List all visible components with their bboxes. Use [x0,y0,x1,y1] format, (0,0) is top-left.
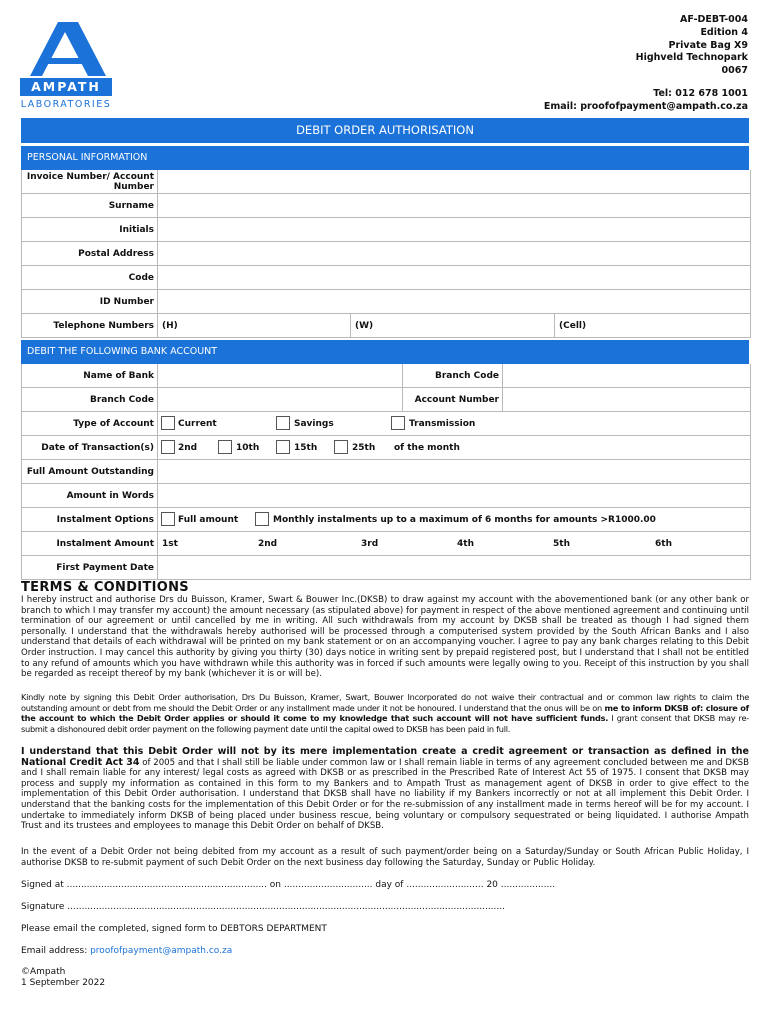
account-type-row [22,412,750,436]
email-address-line [21,946,749,957]
date-2nd-checkbox[interactable] [161,440,175,454]
instalment-4th: 4th [457,538,474,549]
surname-label: Surname [108,200,154,211]
date-10th-option: 10th [236,442,260,453]
first-payment-label: First Payment Date [56,562,154,573]
phone-work-label: (W) [355,320,374,331]
invoice-label: Invoice Number/ Account Number [26,171,154,192]
telephone: Tel: 012 678 1001 [653,87,748,99]
document-date: 1 September 2022 [21,978,106,988]
terms-paragraph-2 [21,692,749,734]
transmission-checkbox[interactable] [391,416,405,430]
terms-paragraph-2a: Kindly note by signing this Debit Order authorisation, Drs Du Buisson, Kramer, Swart, Bouwer Incorporated do not waive their contractual and or common law rights to claim the outstanding amount or debt from me should the Debit Order or any installment made under it not be honoured. I understand that the onus will be on [21,692,749,713]
form-title: DEBIT ORDER AUTHORISATION [21,118,749,143]
transaction-date-label: Date of Transaction(s) [41,442,154,453]
terms-paragraph-3 [21,747,749,832]
instalment-amount-row[interactable] [22,532,750,556]
instalment-3rd: 3rd [361,538,379,549]
email: Email: proofofpayment@ampath.co.za [543,100,748,112]
amount-words-row[interactable] [22,484,750,508]
date-2nd-option: 2nd [178,442,198,453]
postal-row[interactable] [22,242,750,266]
instalment-2nd: 2nd [258,538,278,549]
address-line: Edition 4 [700,26,748,38]
logo-wordmark: AMPATH [20,78,112,96]
of-the-month-text: of the month [394,442,460,453]
phone-cell-label: (Cell) [559,320,587,331]
transmission-option: Transmission [409,418,476,429]
account-type-label: Type of Account [73,418,154,429]
instalment-options-label: Instalment Options [56,514,154,525]
phone-label: Telephone Numbers [53,320,154,331]
instalment-5th: 5th [553,538,570,549]
savings-checkbox[interactable] [276,416,290,430]
id-row[interactable] [22,290,750,314]
current-option: Current [178,418,217,429]
copyright: ©Ampath [21,967,66,977]
address-line: 0067 [721,65,748,77]
monthly-instalments-checkbox[interactable] [255,512,269,526]
terms-paragraph-3-bold: I understand that this Debit Order will not by its mere implementation create a credit agreement or transaction as defined in the National Credit Act 34 [21,746,749,768]
savings-option: Savings [294,418,334,429]
date-15th-option: 15th [294,442,318,453]
instalment-6th: 6th [655,538,672,549]
monthly-instalments-option: Monthly instalments up to a maximum of 6 months for amounts >R1000.00 [273,514,656,525]
company-address [544,14,748,114]
full-amount-label: Full Amount Outstanding [26,466,154,477]
id-label: ID Number [99,296,154,307]
initials-row[interactable] [22,218,750,242]
transaction-date-row [22,436,750,460]
personal-info-heading: PERSONAL INFORMATION [21,146,749,170]
date-25th-option: 25th [352,442,376,453]
instalment-amount-label: Instalment Amount [56,538,154,549]
current-checkbox[interactable] [161,416,175,430]
branch-code-label-right: Branch Code [435,370,499,381]
postal-label: Postal Address [78,248,154,259]
code-row[interactable] [22,266,750,290]
instalment-options-row [22,508,750,532]
full-amount-option: Full amount [178,514,239,525]
surname-row[interactable] [22,194,750,218]
invoice-row[interactable] [22,170,750,194]
ampath-logo [20,18,112,78]
date-10th-checkbox[interactable] [218,440,232,454]
address-line: Private Bag X9 [668,39,748,51]
date-15th-checkbox[interactable] [276,440,290,454]
email-address-label: Email address: [21,946,91,956]
bank-account-grid [21,364,751,580]
branch-code-row[interactable] [22,388,750,412]
terms-paragraph-2c: I grant consent that DKSB may re-submit a dishonoured debit order payment on the following payment date until the capital owed to DKSB has been paid in full. [21,713,749,734]
personal-info-grid [21,170,751,338]
bank-name-label: Name of Bank [83,370,154,381]
account-number-label: Account Number [414,394,499,405]
terms-paragraph-4: In the event of a Debit Order not being debited from my account as a result of such payment/order being on a Saturday/Sunday or South African Public Holiday, I authorise DKSB to re-submit payment of such Debit Order on the next business day following the Saturday, Sunday or Public Holiday. [21,847,749,868]
code-label: Code [128,272,154,283]
full-amount-row[interactable] [22,460,750,484]
signature-line[interactable]: Signature ......................................................................................................................................................... [21,902,505,912]
ampath-logo-mark-icon [20,18,112,78]
email-instruction: Please email the completed, signed form to DEBTORS DEPARTMENT [21,924,327,934]
phone-home-label: (H) [162,320,178,331]
date-25th-checkbox[interactable] [334,440,348,454]
full-amount-checkbox[interactable] [161,512,175,526]
bank-name-row[interactable] [22,364,750,388]
bank-account-heading: DEBIT THE FOLLOWING BANK ACCOUNT [21,340,749,364]
terms-paragraph-1: I hereby instruct and authorise Drs du Buisson, Kramer, Swart & Bouwer Inc.(DKSB) to draw against my account with the abovementioned bank (or any other bank or branch to which I may transfer my account) the amount necessary (as stipulated above) for payment in respect of the above mentioned agreement and continuing until termination of our agreement or until cancelled by me in writing. All such withdrawals from my account by DKSB shall be treated as though I had signed them personally. I understand that the withdrawals hereby authorised will be processed through a computerised system provided by the South African Banks and I also understand that details of each withdrawal will be printed on my bank statement or on an accompanying voucher. I agree to pay any bank charges relating to this Debit Order instruction. I may cancel this authority by giving you thirty (30) days notice in writing sent by prepaid registered post, but I understand that I shall not be entitled to any refund of amounts which you have withdrawn while this authority was in forced if such amounts were legally owing to you. Receipt of this instruction by you shall be regarded as receipt thereof by my bank (whichever it is or will be). [21,595,749,680]
signed-at-line[interactable]: Signed at ...................................................................... on ............................... day of ........................... 20 ................... [21,880,556,890]
email-address-link[interactable]: proofofpayment@ampath.co.za [90,946,233,956]
amount-words-label: Amount in Words [66,490,154,501]
first-payment-row[interactable] [22,556,750,580]
terms-heading: TERMS & CONDITIONS [21,580,189,595]
branch-code-label: Branch Code [90,394,154,405]
instalment-1st: 1st [162,538,178,549]
phone-row[interactable] [22,314,750,338]
logo-subtitle: LABORATORIES [20,99,112,110]
address-line: Highveld Technopark [635,52,748,64]
address-line: AF-DEBT-004 [680,14,748,25]
initials-label: Initials [119,224,154,235]
terms-paragraph-3-body: of 2005 and that I shall still be liable under common law or I shall remain liable in terms of any agreement concluded between me and DKSB and I shall remain liable for any interest/ legal costs as agreed with DKSB or as prescribed in the Prescribed Rate of Interest Act 55 of 1975. I consent that DKSB may process and supply my information as contained in this form to my Bankers and to Ampath Trust as management agent of DKSB in order to give effect to the implementation of this Debit Order authorisation. I understand that DKSB shall have no liability if my Bankers incorrectly or not at all implement this Debit Order. I understand that the banking costs for the implementation of this Debit Order or for the re-submission of any installment made in terms hereof will be for my account. I undertake to immediately inform DKSB of being placed under business rescue, being voluntary or compulsory sequestrated or being liquidated. I authorise Ampath Trust and its trustees and employees to manage this Debit Order on behalf of DKSB. [21,757,749,832]
terms-paragraph-2-bold: me to inform DKSB of: closure of the account to which the Debit Order applies or should it come to my knowledge that such account will not have sufficient funds. [21,702,749,724]
